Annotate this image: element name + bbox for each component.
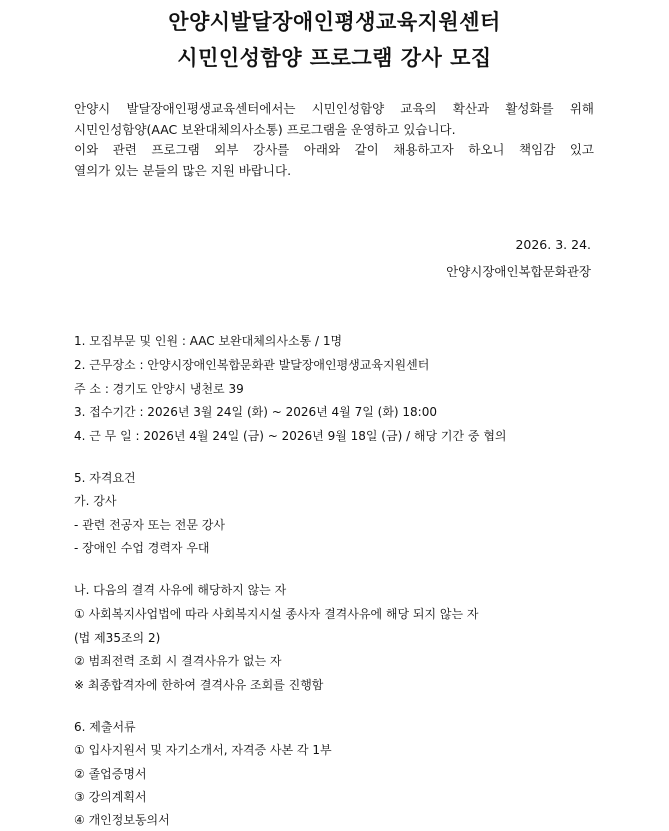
list-item: ① 입사지원서 및 자기소개서, 자격증 사본 각 1부 xyxy=(74,743,332,757)
list-item: ② 범죄전력 조회 시 결격사유가 없는 자 xyxy=(74,654,282,668)
list-item: 2. 근무장소 : 안양시장애인복합문화관 발달장애인평생교육지원센터 xyxy=(74,358,430,372)
list-item: - 관련 전공자 또는 전문 강사 xyxy=(74,518,225,532)
list-item: 나. 다음의 결격 사유에 해당하지 않는 자 xyxy=(74,583,287,597)
organization-name: 안양시장애인복합문화관장 xyxy=(446,264,591,279)
list-item: ④ 개인정보동의서 xyxy=(74,813,170,827)
list-item: 5. 자격요건 xyxy=(74,471,136,485)
list-item: 주 소 : 경기도 안양시 냉천로 39 xyxy=(74,382,244,396)
list-item: - 장애인 수업 경력자 우대 xyxy=(74,541,210,555)
intro-paragraph xyxy=(74,99,594,181)
list-item: 4. 근 무 일 : 2026년 4월 24일 (금) ~ 2026년 9월 18일 (금) / 해당 기간 중 협의 xyxy=(74,429,507,443)
list-item: ① 사회복지사업법에 따라 사회복지시설 종사자 결격사유에 해당 되지 않는 자 xyxy=(74,607,479,621)
intro-line: 시민인성함양(AAC 보완대체의사소통) 프로그램을 운영하고 있습니다. xyxy=(74,121,456,137)
list-item: 가. 강사 xyxy=(74,494,117,508)
page-title: 안양시발달장애인평생교육지원센터 xyxy=(168,10,501,34)
notice-date: 2026. 3. 24. xyxy=(515,237,591,252)
intro-line: 안양시 발달장애인평생교육센터에서는 시민인성함양 교육의 확산과 활성화를 위해 xyxy=(74,101,594,116)
list-item: 6. 제출서류 xyxy=(74,720,136,734)
list-item: ※ 최종합격자에 한하여 결격사유 조회를 진행함 xyxy=(74,678,324,692)
list-item: 3. 접수기간 : 2026년 3월 24일 (화) ~ 2026년 4월 7일 (화) 18:00 xyxy=(74,405,437,419)
page-subtitle: 시민인성함양 프로그램 강사 모집 xyxy=(177,46,492,70)
list-item: 1. 모집부문 및 인원 : AAC 보완대체의사소통 / 1명 xyxy=(74,334,343,348)
intro-line: 이와 관련 프로그램 외부 강사를 아래와 같이 채용하고자 하오니 책임감 있고 xyxy=(74,142,594,157)
intro-line: 열의가 있는 분들의 많은 지원 바랍니다. xyxy=(74,162,292,178)
list-item: ② 졸업증명서 xyxy=(74,767,147,781)
list-item: (법 제35조의 2) xyxy=(74,631,161,645)
list-item: ③ 강의계획서 xyxy=(74,790,147,804)
